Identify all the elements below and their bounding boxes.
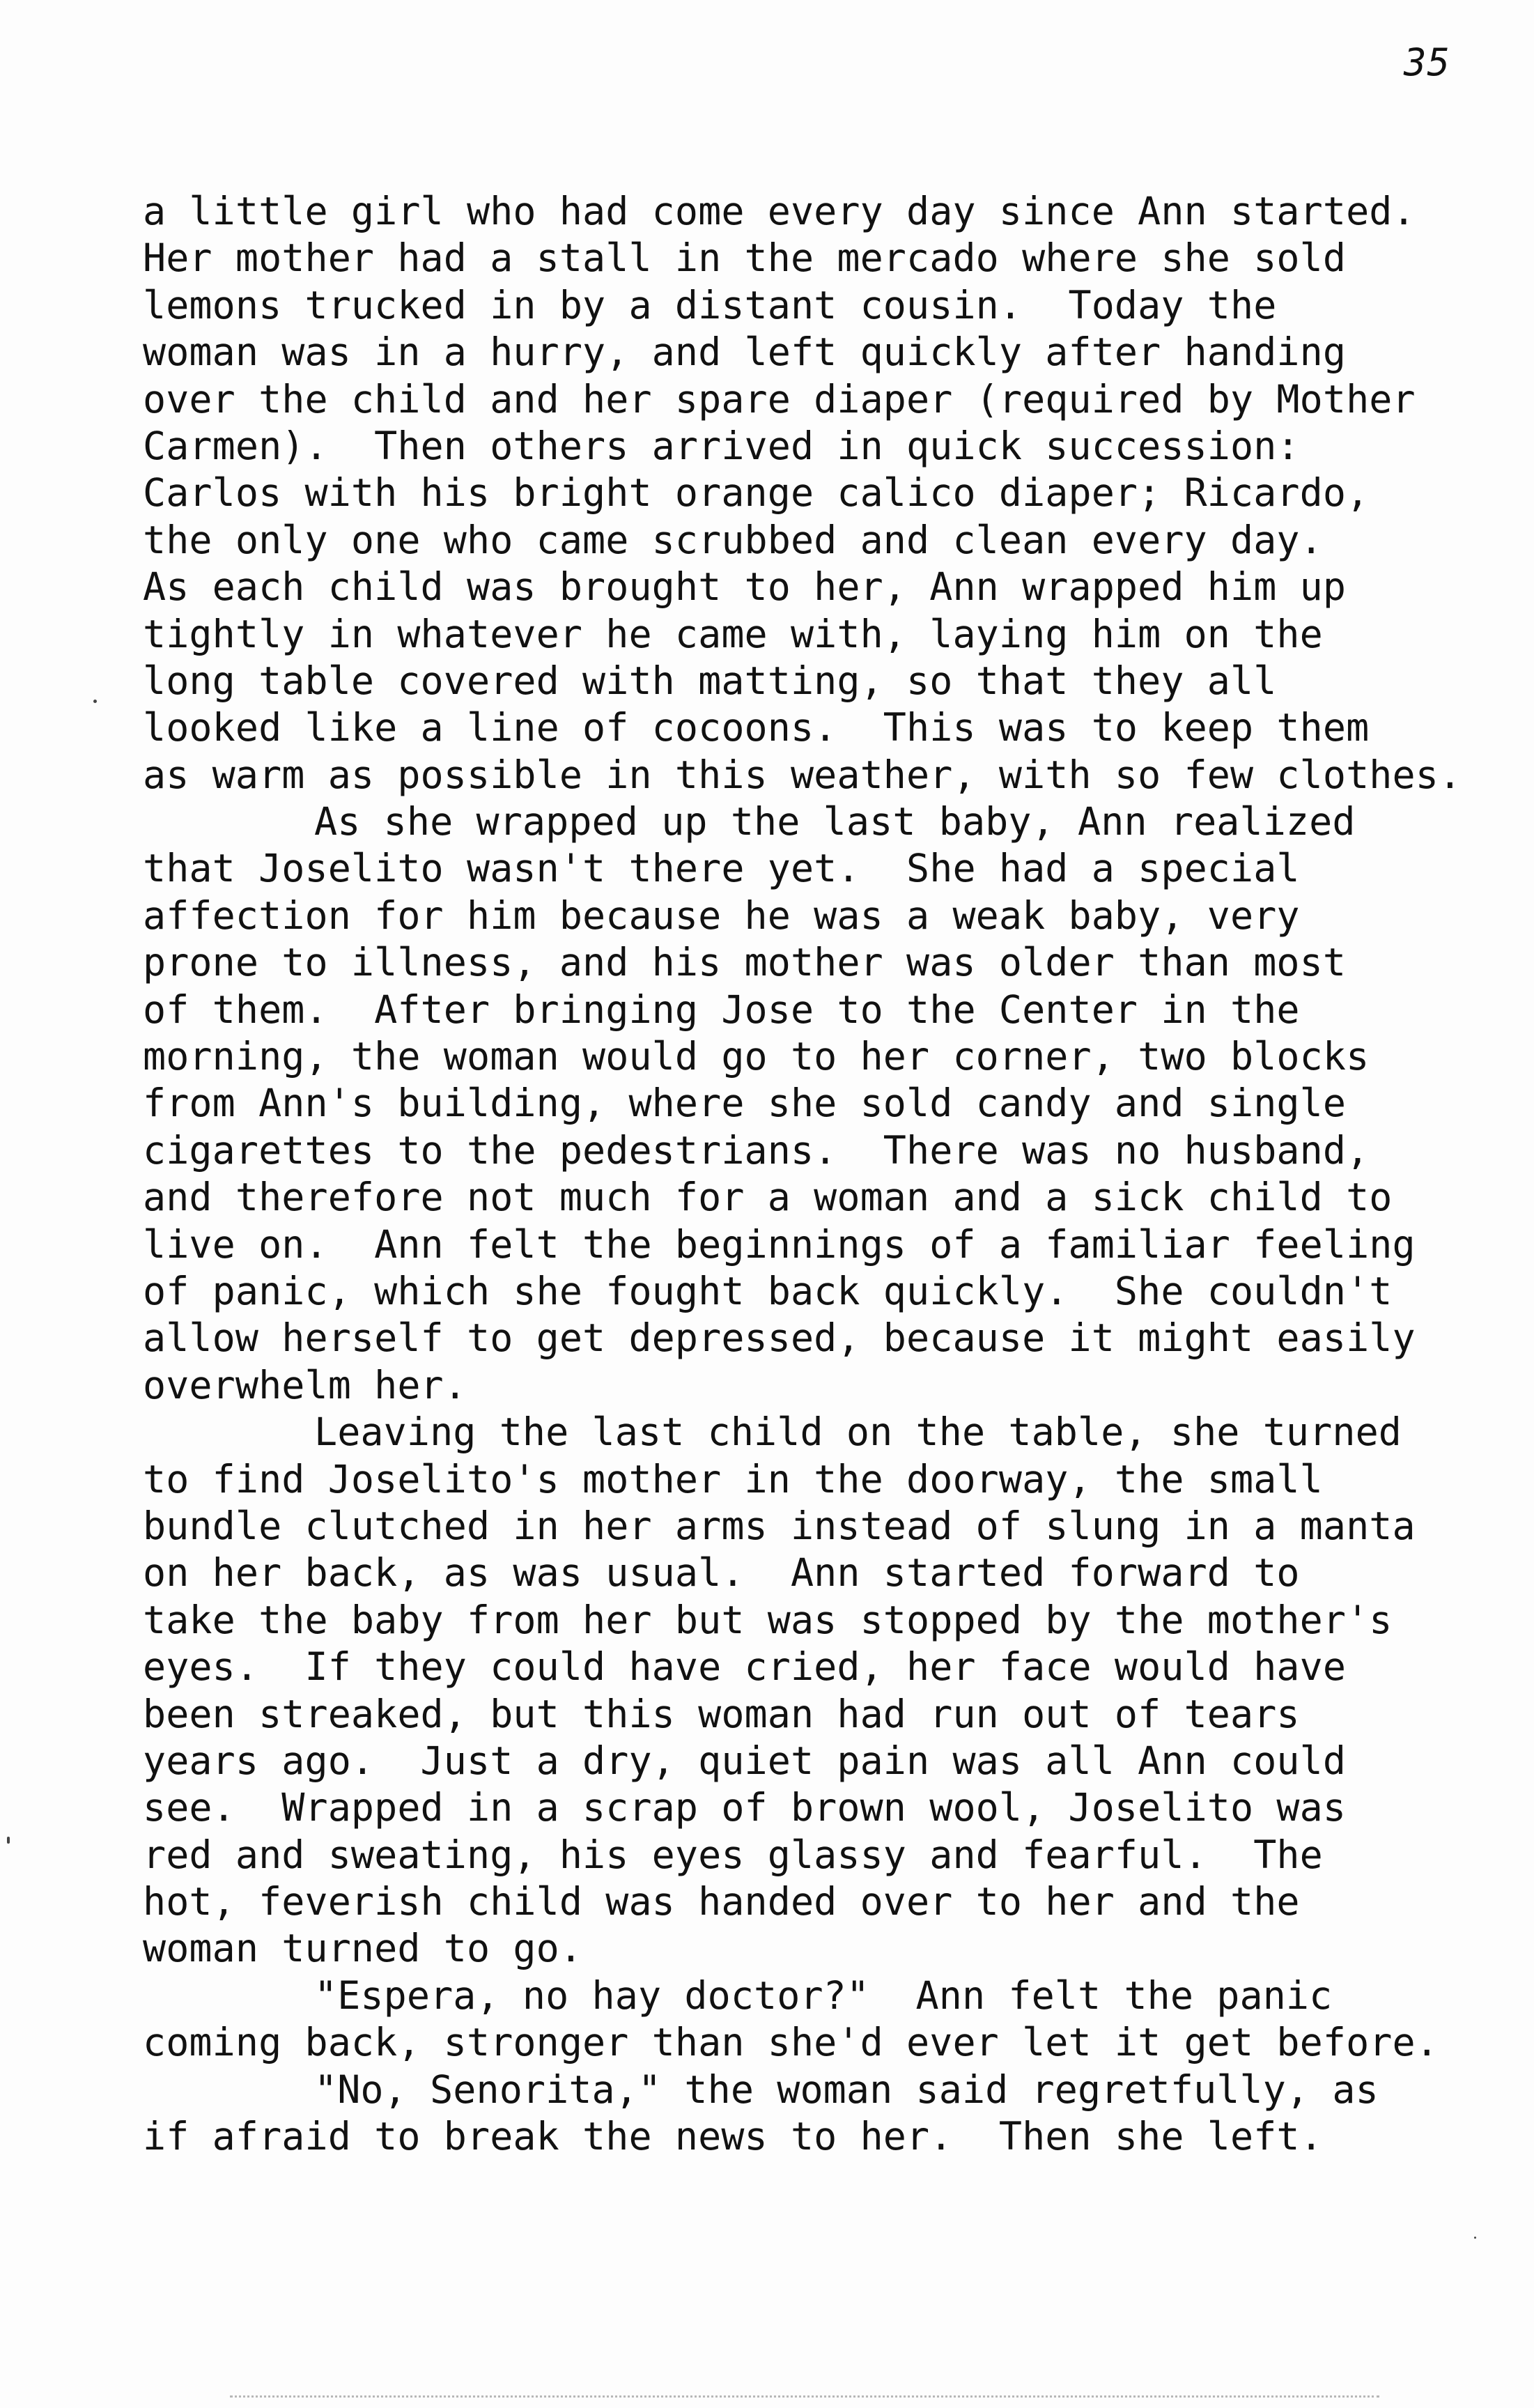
text-line: coming back, stronger than she'd ever let it get before.	[143, 2020, 1439, 2065]
text-line: prone to illness, and his mother was older than most	[143, 940, 1347, 985]
text-line: been streaked, but this woman had run out of tears	[143, 1691, 1300, 1736]
text-line: As each child was brought to her, Ann wrapped him up	[143, 564, 1347, 610]
text-line: affection for him because he was a weak baby, very	[143, 893, 1300, 938]
text-line: hot, feverish child was handed over to her and the	[143, 1879, 1300, 1924]
paragraph-start-line: "No, Senorita," the woman said regretfully, as	[314, 2067, 1379, 2112]
text-line: cigarettes to the pedestrians. There was no husband,	[143, 1127, 1370, 1173]
text-line: if afraid to break the news to her. Then she left.	[143, 2114, 1323, 2159]
text-line: Her mother had a stall in the mercado where she sold	[143, 236, 1347, 281]
text-line: a little girl who had come every day since Ann started.	[143, 189, 1416, 233]
text-line: as warm as possible in this weather, with so few clothes.	[143, 752, 1462, 797]
text-line: eyes. If they could have cried, her face would have	[143, 1644, 1347, 1690]
text-line: take the baby from her but was stopped by the mother's	[143, 1597, 1393, 1642]
scan-speck	[1474, 2237, 1476, 2239]
bleed-through-trace	[230, 2395, 1379, 2398]
text-line: overwhelm her.	[143, 1362, 467, 1407]
paragraph-start-line: As she wrapped up the last baby, Ann realized	[314, 799, 1356, 844]
scan-speck	[93, 700, 97, 703]
text-line: over the child and her spare diaper (required by Mother	[143, 376, 1416, 422]
page-number: 35	[1403, 40, 1450, 84]
text-line: lemons trucked in by a distant cousin. Today the	[143, 282, 1277, 327]
text-line: bundle clutched in her arms instead of slung in a manta	[143, 1503, 1416, 1548]
text-line: woman was in a hurry, and left quickly after handing	[143, 330, 1347, 375]
text-line: see. Wrapped in a scrap of brown wool, Joselito was	[143, 1785, 1347, 1830]
text-line: looked like a line of cocoons. This was to keep them	[143, 705, 1370, 750]
paragraph-start-line: Leaving the last child on the table, she turned	[314, 1410, 1402, 1455]
text-line: Carlos with his bright orange calico diaper; Ricardo,	[143, 470, 1370, 516]
text-line: of panic, which she fought back quickly. She couldn't	[143, 1268, 1393, 1313]
text-line: from Ann's building, where she sold candy and single	[143, 1081, 1347, 1126]
text-line: and therefore not much for a woman and a sick child to	[143, 1175, 1393, 1220]
text-line: Carmen). Then others arrived in quick succession:	[143, 423, 1300, 468]
text-line: to find Joselito's mother in the doorway, the small	[143, 1456, 1323, 1502]
paragraph-start-line: "Espera, no hay doctor?" Ann felt the panic	[314, 1973, 1333, 2018]
text-line: years ago. Just a dry, quiet pain was all Ann could	[143, 1738, 1347, 1783]
text-line: the only one who came scrubbed and clean every day.	[143, 517, 1323, 562]
scan-speck	[7, 1837, 10, 1844]
text-line: of them. After bringing Jose to the Center in the	[143, 987, 1300, 1032]
text-line: morning, the woman would go to her corner, two blocks	[143, 1034, 1370, 1079]
text-line: live on. Ann felt the beginnings of a familiar feeling	[143, 1221, 1416, 1267]
text-line: allow herself to get depressed, because it might easily	[143, 1315, 1416, 1361]
body-text	[143, 188, 1529, 2160]
text-line: tightly in whatever he came with, laying him on the	[143, 611, 1323, 656]
text-line: that Joselito wasn't there yet. She had a special	[143, 846, 1300, 891]
text-line: woman turned to go.	[143, 1926, 583, 1971]
text-line: long table covered with matting, so that they all	[143, 658, 1277, 703]
text-line: on her back, as was usual. Ann started forward to	[143, 1550, 1300, 1596]
text-line: red and sweating, his eyes glassy and fearful. The	[143, 1832, 1323, 1877]
